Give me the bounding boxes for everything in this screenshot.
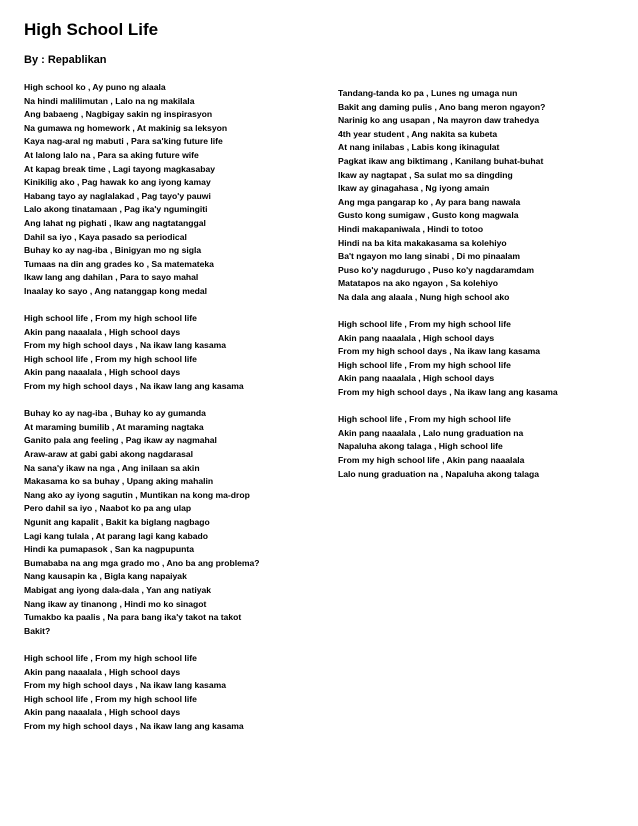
lyric-line: From my high school days , Na ikaw lang kasama xyxy=(24,340,227,351)
lyric-line: Ikaw lang ang dahilan , Para to sayo mahal xyxy=(24,272,199,283)
lyric-line: Akin pang naaalala , High school days xyxy=(338,373,495,384)
lyric-line: Ikaw ay nagtapat , Sa sulat mo sa dingding xyxy=(338,169,513,180)
lyric-line: Pero dahil sa iyo , Naabot ko pa ang ulap xyxy=(24,503,192,514)
lyric-line: Ngunit ang kapalit , Bakit ka biglang nagbago xyxy=(24,517,210,527)
lyric-line: Kaya nag-aral ng mabuti , Para sa'king future life xyxy=(24,136,223,147)
lyric-line: Ang babaeng , Nagbigay sakin ng inspirasyon xyxy=(24,109,213,120)
lyric-line: Makasama ko sa buhay , Upang aking mahalin xyxy=(24,476,214,487)
stanza xyxy=(338,87,628,305)
lyric-line: Akin pang naaalala , High school days xyxy=(24,707,181,718)
lyric-line: Nang ako ay iyong sagutin , Muntikan na kong ma-drop xyxy=(24,489,250,500)
lyric-line: High school life , From my high school life xyxy=(338,359,511,370)
lyric-line: Tumakbo ka paalis , Na para bang ika'y takot na takot xyxy=(24,612,242,623)
lyric-line: Ba't ngayon mo lang sinabi , Di mo pinaalam xyxy=(338,251,521,262)
lyric-line: Lalo akong tinatamaan , Pag ika'y ngumingiti xyxy=(24,204,208,215)
lyric-line: Tumaas na din ang grades ko , Sa matemateka xyxy=(24,258,214,269)
lyric-line: Na sana'y ikaw na nga , Ang inilaan sa akin xyxy=(24,462,200,473)
lyric-line: From my high school days , Na ikaw lang ang kasama xyxy=(24,381,244,392)
lyric-line: Lalo nung graduation na , Napaluha akong talaga xyxy=(338,468,540,479)
lyric-line: From my high school days , Na ikaw lang ang kasama xyxy=(24,720,244,731)
lyric-line: Habang tayo ay naglalakad , Pag tayo'y pauwi xyxy=(24,190,211,201)
lyric-line: Matatapos na ako ngayon , Sa kolehiyo xyxy=(338,278,498,289)
lyric-line: Ganito pala ang feeling , Pag ikaw ay nagmahal xyxy=(24,435,217,446)
lyric-line: At lalong lalo na , Para sa aking future wife xyxy=(24,149,199,160)
lyric-line: Hindi na ba kita makakasama sa kolehiyo xyxy=(338,237,507,248)
lyrics-right-column xyxy=(338,87,628,495)
stanza xyxy=(338,413,628,481)
lyric-line: Akin pang naaalala , High school days xyxy=(24,367,181,378)
lyric-line: From my high school life , Akin pang naaalala xyxy=(338,455,525,466)
lyric-line: Pagkat ikaw ang biktimang , Kanilang buhat-buhat xyxy=(338,155,544,166)
lyric-line: At kapag break time , Lagi tayong magkasabay xyxy=(24,163,216,174)
lyric-line: Na dala ang alaala , Nung high school ako xyxy=(338,291,510,302)
lyric-line: Hindi ka pumapasok , San ka nagpupunta xyxy=(24,544,194,555)
stanza xyxy=(338,318,628,400)
lyric-line: Ang lahat ng pighati , Ikaw ang nagtatanggal xyxy=(24,217,206,228)
lyric-line: Kinikilig ako , Pag hawak ko ang iyong kamay xyxy=(24,177,211,188)
lyric-line: Akin pang naaalala , High school days xyxy=(24,326,181,337)
lyric-line: Hindi makapaniwala , Hindi to totoo xyxy=(338,223,484,234)
lyric-line: High school ko , Ay puno ng alaala xyxy=(24,82,166,92)
lyric-line: From my high school days , Na ikaw lang kasama xyxy=(24,680,227,691)
stanza xyxy=(24,81,324,299)
lyric-line: Lagi kang tulala , At parang lagi kang kabado xyxy=(24,530,209,541)
lyric-line: At nang inilabas , Labis kong ikinagulat xyxy=(338,142,500,153)
document-title: High School Life xyxy=(24,20,159,39)
lyric-line: Bakit? xyxy=(24,625,51,636)
lyric-line: Napaluha akong talaga , High school life xyxy=(338,441,503,452)
lyric-line: Puso ko'y nagdurugo , Puso ko'y nagdaramdam xyxy=(338,264,535,275)
lyric-line: High school life , From my high school life xyxy=(24,313,197,324)
lyric-line: Nang kausapin ka , Bigla kang napaiyak xyxy=(24,571,187,582)
lyric-line: Akin pang naaalala , High school days xyxy=(338,332,495,343)
lyric-line: High school life , From my high school life xyxy=(24,353,197,364)
lyric-line: Na hindi malilimutan , Lalo na ng makilala xyxy=(24,95,195,106)
lyric-line: From my high school days , Na ikaw lang kasama xyxy=(338,346,541,357)
lyrics-left-column xyxy=(24,81,324,747)
lyric-line: From my high school days , Na ikaw lang ang kasama xyxy=(338,387,558,398)
lyric-line: Akin pang naaalala , Lalo nung graduation na xyxy=(338,427,524,438)
lyric-line: Narinig ko ang usapan , Na mayron daw trahedya xyxy=(338,115,540,126)
lyric-line: High school life , From my high school life xyxy=(24,693,197,704)
lyric-line: Nang ikaw ay tinanong , Hindi mo ko sinagot xyxy=(24,598,207,609)
lyric-line: Araw-araw at gabi gabi akong nagdarasal xyxy=(24,449,194,460)
lyric-line: Akin pang naaalala , High school days xyxy=(24,666,181,677)
lyric-line: Inaalay ko sayo , Ang natanggap kong medal xyxy=(24,285,208,296)
lyric-line: Bakit ang daming pulis , Ano bang meron ngayon? xyxy=(338,101,546,112)
lyric-line: Mabigat ang iyong dala-dala , Yan ang natiyak xyxy=(24,584,212,595)
lyric-line: High school life , From my high school life xyxy=(338,319,511,330)
author-line: By : Repablikan xyxy=(24,54,107,66)
lyric-line: Na gumawa ng homework , At makinig sa leksyon xyxy=(24,122,228,133)
lyric-line: Ikaw ay ginagahasa , Ng iyong amain xyxy=(338,183,490,194)
lyric-line: Ang mga pangarap ko , Ay para bang nawala xyxy=(338,196,521,207)
lyric-line: Bumababa na ang mga grado mo , Ano ba ang problema? xyxy=(24,557,260,568)
stanza xyxy=(24,312,324,394)
lyric-line: At maraming bumilib , At maraming nagtaka xyxy=(24,421,204,432)
lyric-line: Buhay ko ay nag-iba , Binigyan mo ng sigla xyxy=(24,245,202,256)
lyric-line: High school life , From my high school life xyxy=(338,414,511,425)
lyric-line: Gusto kong sumigaw , Gusto kong magwala xyxy=(338,210,519,221)
stanza xyxy=(24,652,324,734)
lyric-line: 4th year student , Ang nakita sa kubeta xyxy=(338,128,498,139)
lyric-line: Dahil sa iyo , Kaya pasado sa periodical xyxy=(24,231,187,242)
lyric-line: High school life , From my high school life xyxy=(24,652,197,663)
lyric-line: Tandang-tanda ko pa , Lunes ng umaga nun xyxy=(338,88,518,98)
stanza xyxy=(24,407,324,638)
lyric-line: Buhay ko ay nag-iba , Buhay ko ay gumanda xyxy=(24,408,206,419)
